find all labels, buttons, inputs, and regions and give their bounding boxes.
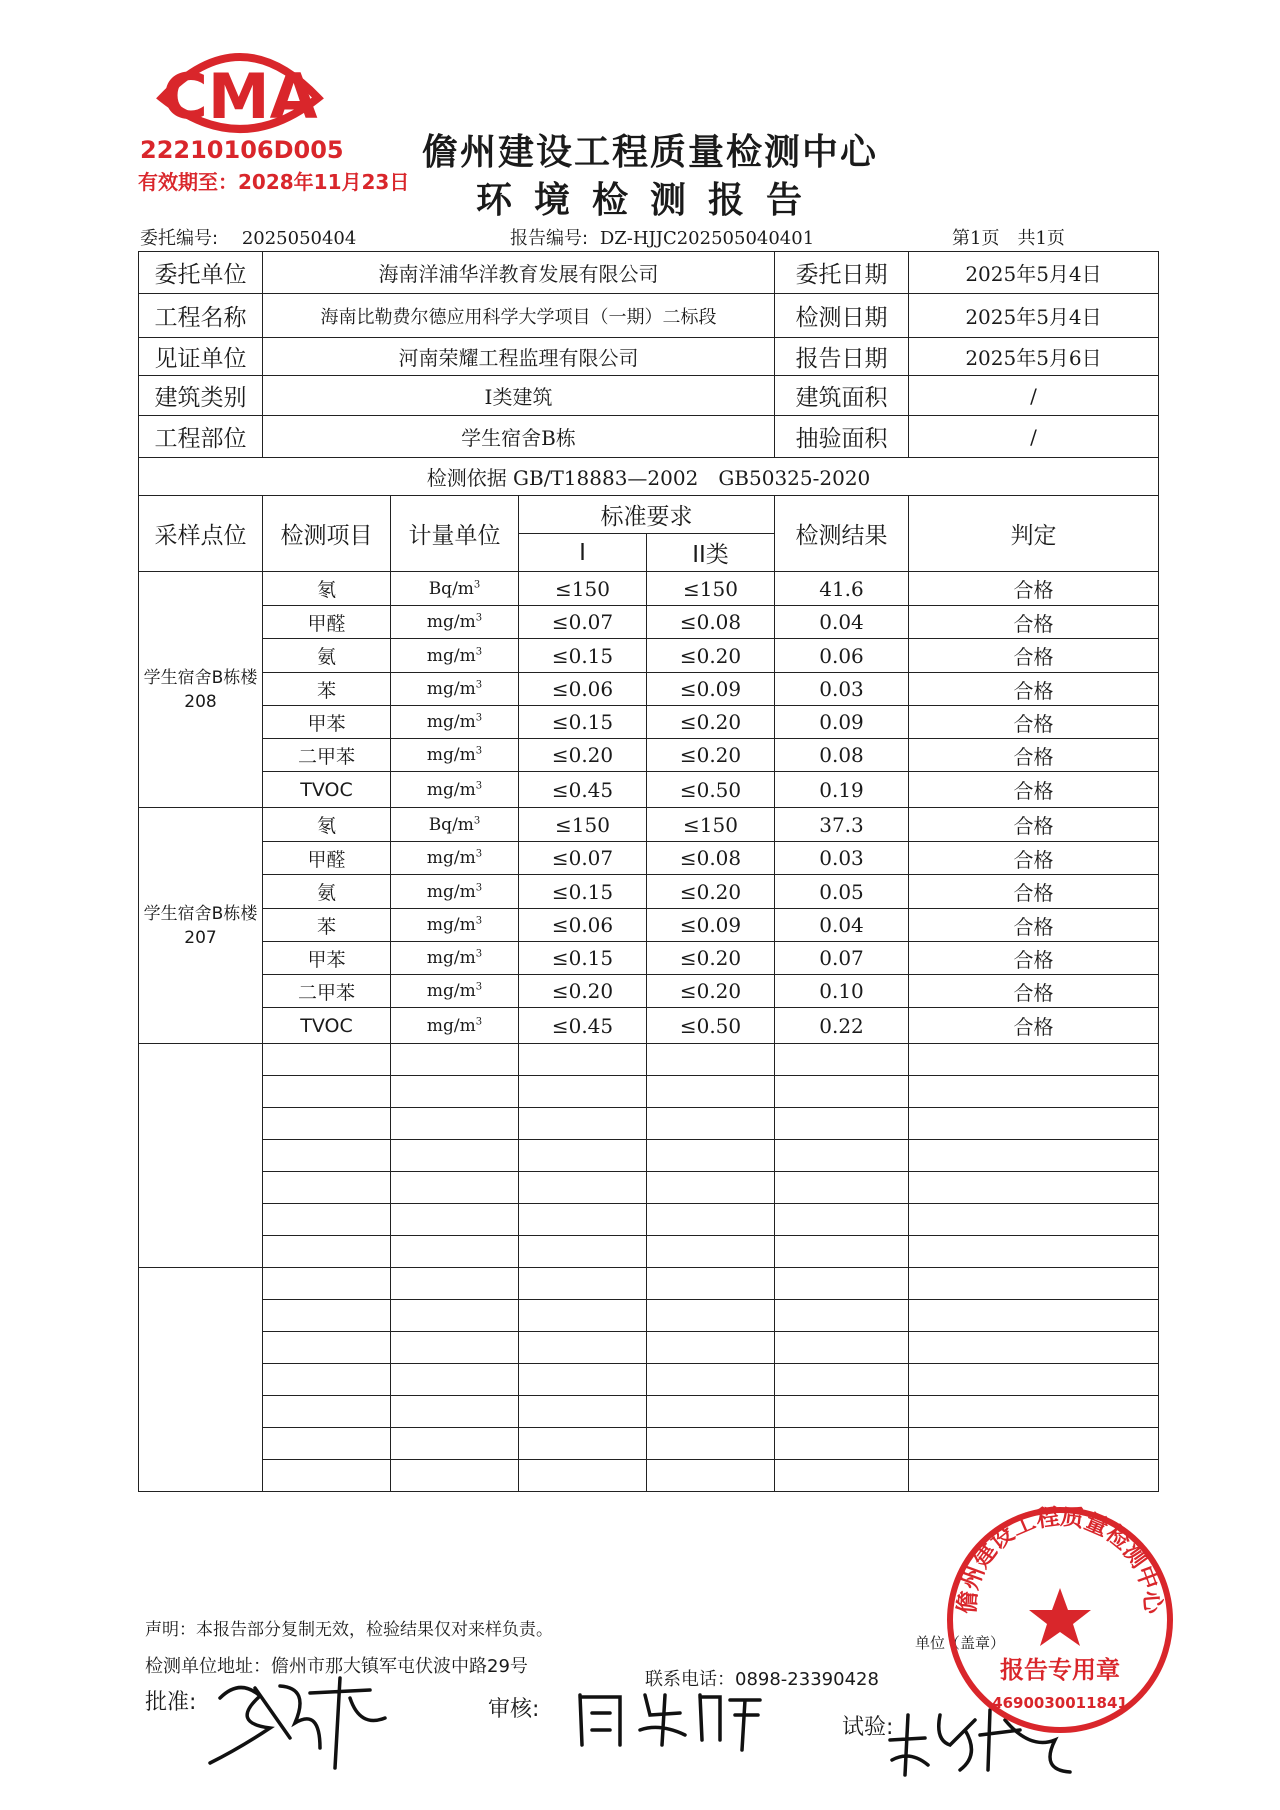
empty-cell — [263, 1204, 391, 1236]
std-i: ≤0.45 — [519, 1008, 647, 1044]
cma-logo-text: CMA — [162, 60, 318, 133]
unit-exponent: 3 — [475, 779, 483, 791]
empty-cell — [391, 1332, 519, 1364]
commission-date-value: 2025年5月4日 — [909, 252, 1159, 294]
empty-cell — [647, 1108, 775, 1140]
test-result: 0.04 — [775, 606, 909, 639]
empty-cell — [647, 1076, 775, 1108]
statement: 声明：本报告部分复制无效，检验结果仅对来样负责。 — [145, 1620, 553, 1640]
lab-phone: 联系电话：0898-23390428 — [645, 1669, 879, 1690]
empty-cell — [775, 1140, 909, 1172]
test-result: 41.6 — [775, 572, 909, 606]
test-item: TVOC — [263, 772, 391, 808]
empty-cell — [519, 1236, 647, 1268]
empty-cell — [647, 1140, 775, 1172]
judgement: 合格 — [909, 673, 1159, 706]
report-table — [138, 251, 1159, 1492]
table-row — [139, 606, 1159, 639]
table-row — [139, 772, 1159, 808]
sampling-site: 学生宿舍B栋楼208 — [139, 572, 263, 808]
std-ii: ≤0.20 — [647, 639, 775, 673]
test-result: 0.19 — [775, 772, 909, 808]
unit-base: mg/m — [426, 981, 476, 1001]
empty-cell — [909, 1300, 1159, 1332]
empty-row — [139, 1236, 1159, 1268]
empty-cell — [263, 1076, 391, 1108]
empty-cell — [647, 1044, 775, 1076]
std-i: ≤0.20 — [519, 739, 647, 772]
unit — [391, 909, 519, 942]
unit-base: Bq/m — [428, 578, 474, 599]
empty-row — [139, 1044, 1159, 1076]
reviewer-signature — [570, 1685, 770, 1755]
col-site: 采样点位 — [139, 496, 263, 572]
empty-cell — [391, 1204, 519, 1236]
empty-cell — [263, 1428, 391, 1460]
test-date-label: 检测日期 — [775, 294, 909, 338]
test-result: 0.05 — [775, 875, 909, 909]
std-ii: ≤0.20 — [647, 975, 775, 1008]
client-value: 海南洋浦华洋教育发展有限公司 — [263, 252, 775, 294]
test-item: 氡 — [263, 808, 391, 842]
test-item: 甲醛 — [263, 842, 391, 875]
unit-base: mg/m — [426, 645, 476, 666]
empty-cell — [775, 1044, 909, 1076]
col-judge: 判定 — [909, 496, 1159, 572]
category-label: 建筑类别 — [139, 376, 263, 416]
empty-cell — [775, 1396, 909, 1428]
empty-cell — [519, 1396, 647, 1428]
std-ii: ≤150 — [647, 572, 775, 606]
empty-cell — [519, 1332, 647, 1364]
commission-no-label: 委托编号: — [140, 228, 219, 249]
unit-exponent: 3 — [475, 881, 483, 893]
witness-label: 见证单位 — [139, 338, 263, 376]
unit-exponent: 3 — [475, 848, 483, 860]
std-ii: ≤0.20 — [647, 875, 775, 909]
table-row — [139, 875, 1159, 909]
empty-row — [139, 1332, 1159, 1364]
std-i: ≤0.06 — [519, 909, 647, 942]
table-row — [139, 975, 1159, 1008]
std-ii: ≤0.20 — [647, 739, 775, 772]
empty-cell — [263, 1364, 391, 1396]
commission-no-value: 2025050404 — [241, 228, 357, 249]
seal-purpose: 报告专用章 — [1000, 1656, 1120, 1684]
empty-cell — [391, 1140, 519, 1172]
test-item: 氡 — [263, 572, 391, 606]
unit-exponent: 3 — [475, 679, 483, 691]
judgement: 合格 — [909, 739, 1159, 772]
unit — [391, 975, 519, 1008]
judgement: 合格 — [909, 875, 1159, 909]
sample-area-value: / — [909, 416, 1159, 458]
unit-exponent: 3 — [475, 981, 483, 993]
test-result: 0.08 — [775, 739, 909, 772]
empty-cell — [519, 1428, 647, 1460]
judgement: 合格 — [909, 909, 1159, 942]
unit-exponent: 3 — [475, 645, 483, 657]
test-result: 0.03 — [775, 842, 909, 875]
unit-exponent: 3 — [475, 915, 483, 927]
std-i: ≤0.07 — [519, 606, 647, 639]
test-item: 甲苯 — [263, 706, 391, 739]
empty-row — [139, 1172, 1159, 1204]
empty-cell — [775, 1236, 909, 1268]
judgement: 合格 — [909, 606, 1159, 639]
empty-row — [139, 1364, 1159, 1396]
empty-cell — [519, 1364, 647, 1396]
judgement: 合格 — [909, 572, 1159, 606]
table-row — [139, 909, 1159, 942]
unit-exponent: 3 — [473, 578, 481, 590]
empty-cell — [909, 1076, 1159, 1108]
empty-cell — [775, 1108, 909, 1140]
test-item: 甲苯 — [263, 942, 391, 975]
unit — [391, 875, 519, 909]
test-result: 0.22 — [775, 1008, 909, 1044]
seal-note: 单位（盖章） — [915, 1634, 1006, 1652]
empty-cell — [909, 1268, 1159, 1300]
empty-cell — [391, 1428, 519, 1460]
empty-cell — [909, 1172, 1159, 1204]
unit-exponent: 3 — [475, 1015, 483, 1027]
empty-cell — [391, 1460, 519, 1492]
col-std-i: I — [519, 534, 647, 572]
approver-signature — [200, 1668, 390, 1778]
test-basis: 检测依据 GB/T18883—2002 GB50325-2020 — [139, 458, 1159, 496]
lab-address: 检测单位地址：儋州市那大镇军屯伏波中路29号 — [145, 1656, 528, 1677]
empty-cell — [647, 1364, 775, 1396]
unit — [391, 739, 519, 772]
seal-org-text: 儋州建设工程质量检测中心 — [954, 1504, 1166, 1615]
empty-cell — [775, 1332, 909, 1364]
empty-cell — [647, 1460, 775, 1492]
sampling-site: 学生宿舍B栋楼207 — [139, 808, 263, 1044]
empty-cell — [775, 1364, 909, 1396]
unit-base: mg/m — [426, 679, 476, 699]
unit-exponent: 3 — [475, 612, 483, 624]
unit-base: Bq/m — [428, 814, 474, 835]
report-date-label: 报告日期 — [775, 338, 909, 376]
org-title: 儋州建设工程质量检测中心 — [421, 131, 878, 173]
empty-cell — [775, 1460, 909, 1492]
commission-no — [140, 224, 356, 250]
std-i: ≤150 — [519, 572, 647, 606]
empty-row — [139, 1076, 1159, 1108]
test-item: 氨 — [263, 639, 391, 673]
empty-cell — [263, 1268, 391, 1300]
col-standard: 标准要求 — [519, 496, 775, 534]
table-row — [139, 639, 1159, 673]
empty-cell — [647, 1236, 775, 1268]
unit — [391, 942, 519, 975]
test-item: 苯 — [263, 909, 391, 942]
table-row — [139, 808, 1159, 842]
cma-code: 22210106D005 — [140, 136, 344, 164]
col-item: 检测项目 — [263, 496, 391, 572]
std-ii: ≤0.09 — [647, 673, 775, 706]
empty-cell — [263, 1396, 391, 1428]
empty-cell — [391, 1172, 519, 1204]
empty-cell — [391, 1364, 519, 1396]
empty-cell — [263, 1460, 391, 1492]
area-value: / — [909, 376, 1159, 416]
unit — [391, 639, 519, 673]
judgement: 合格 — [909, 975, 1159, 1008]
std-i: ≤0.15 — [519, 875, 647, 909]
empty-cell — [647, 1172, 775, 1204]
empty-cell — [263, 1332, 391, 1364]
empty-cell — [519, 1044, 647, 1076]
std-i: ≤0.06 — [519, 673, 647, 706]
empty-cell — [647, 1204, 775, 1236]
category-value: I类建筑 — [263, 376, 775, 416]
test-result: 0.06 — [775, 639, 909, 673]
test-result: 0.10 — [775, 975, 909, 1008]
std-i: ≤0.45 — [519, 772, 647, 808]
test-item: 二甲苯 — [263, 975, 391, 1008]
empty-cell — [391, 1300, 519, 1332]
empty-cell — [909, 1044, 1159, 1076]
seal-code: 4690030011841 — [992, 1694, 1128, 1712]
table-row — [139, 673, 1159, 706]
client-label: 委托单位 — [139, 252, 263, 294]
empty-cell — [263, 1300, 391, 1332]
sample-area-label: 抽验面积 — [775, 416, 909, 458]
empty-row — [139, 1396, 1159, 1428]
empty-cell — [519, 1140, 647, 1172]
witness-value: 河南荣耀工程监理有限公司 — [263, 338, 775, 376]
empty-cell — [775, 1076, 909, 1108]
empty-cell — [909, 1236, 1159, 1268]
std-i: ≤0.20 — [519, 975, 647, 1008]
unit — [391, 1008, 519, 1044]
empty-cell — [391, 1076, 519, 1108]
empty-row — [139, 1268, 1159, 1300]
empty-cell — [519, 1300, 647, 1332]
approve-label: 批准: — [145, 1690, 197, 1715]
empty-cell — [909, 1204, 1159, 1236]
cma-valid-until: 有效期至：2028年11月23日 — [138, 170, 410, 194]
col-result: 检测结果 — [775, 496, 909, 572]
empty-cell — [519, 1108, 647, 1140]
judgement: 合格 — [909, 808, 1159, 842]
empty-cell — [519, 1268, 647, 1300]
unit-base: mg/m — [426, 848, 476, 868]
seal-stamp — [940, 1500, 1180, 1740]
std-i: ≤0.15 — [519, 942, 647, 975]
judgement: 合格 — [909, 639, 1159, 673]
empty-row — [139, 1204, 1159, 1236]
unit — [391, 808, 519, 842]
empty-cell — [909, 1364, 1159, 1396]
empty-cell — [775, 1172, 909, 1204]
empty-cell — [909, 1108, 1159, 1140]
empty-row — [139, 1428, 1159, 1460]
std-i: ≤0.15 — [519, 706, 647, 739]
unit-base: mg/m — [426, 712, 476, 732]
test-result: 0.07 — [775, 942, 909, 975]
area-label: 建筑面积 — [775, 376, 909, 416]
test-result: 0.09 — [775, 706, 909, 739]
empty-cell — [519, 1460, 647, 1492]
empty-cell — [519, 1172, 647, 1204]
empty-cell — [647, 1268, 775, 1300]
std-ii: ≤0.50 — [647, 772, 775, 808]
empty-cell — [647, 1332, 775, 1364]
unit-base: mg/m — [426, 881, 476, 902]
unit-exponent: 3 — [475, 948, 483, 960]
report-no-label: 报告编号: — [510, 228, 589, 249]
unit-base: mg/m — [426, 1015, 476, 1036]
std-i: ≤150 — [519, 808, 647, 842]
report-no — [510, 224, 814, 250]
std-ii: ≤0.09 — [647, 909, 775, 942]
judgement: 合格 — [909, 772, 1159, 808]
empty-cell — [647, 1428, 775, 1460]
empty-cell — [775, 1300, 909, 1332]
review-label: 审核: — [488, 1697, 540, 1722]
unit — [391, 673, 519, 706]
judgement: 合格 — [909, 842, 1159, 875]
judgement: 合格 — [909, 1008, 1159, 1044]
unit-base: mg/m — [426, 779, 476, 800]
test-item: 二甲苯 — [263, 739, 391, 772]
col-std-ii: II类 — [647, 534, 775, 572]
empty-cell — [391, 1268, 519, 1300]
test-date-value: 2025年5月4日 — [909, 294, 1159, 338]
table-row — [139, 739, 1159, 772]
report-no-value: DZ-HJJC202505040401 — [599, 228, 815, 249]
empty-cell — [263, 1044, 391, 1076]
test-item: 甲醛 — [263, 606, 391, 639]
page-info: 第1页 共1页 — [952, 228, 1065, 249]
unit — [391, 706, 519, 739]
empty-cell — [391, 1044, 519, 1076]
report-date-value: 2025年5月6日 — [909, 338, 1159, 376]
std-i: ≤0.07 — [519, 842, 647, 875]
empty-row — [139, 1140, 1159, 1172]
unit-base: mg/m — [426, 915, 476, 935]
std-ii: ≤150 — [647, 808, 775, 842]
empty-cell — [263, 1108, 391, 1140]
report-title: 环境检测报告 — [475, 179, 824, 221]
unit-exponent: 3 — [475, 712, 483, 724]
commission-date-label: 委托日期 — [775, 252, 909, 294]
test-label: 试验: — [842, 1715, 894, 1740]
test-result: 37.3 — [775, 808, 909, 842]
std-ii: ≤0.08 — [647, 842, 775, 875]
empty-cell — [909, 1140, 1159, 1172]
judgement: 合格 — [909, 942, 1159, 975]
empty-cell — [263, 1172, 391, 1204]
empty-cell — [909, 1332, 1159, 1364]
table-row — [139, 842, 1159, 875]
empty-cell — [391, 1396, 519, 1428]
table-row — [139, 706, 1159, 739]
table-row — [139, 1008, 1159, 1044]
col-unit: 计量单位 — [391, 496, 519, 572]
empty-cell — [909, 1460, 1159, 1492]
empty-cell — [775, 1204, 909, 1236]
judgement: 合格 — [909, 706, 1159, 739]
empty-cell — [263, 1236, 391, 1268]
empty-cell — [263, 1140, 391, 1172]
empty-cell — [775, 1428, 909, 1460]
empty-cell — [519, 1204, 647, 1236]
unit — [391, 842, 519, 875]
empty-row — [139, 1108, 1159, 1140]
std-ii: ≤0.50 — [647, 1008, 775, 1044]
unit-exponent: 3 — [473, 814, 481, 826]
std-ii: ≤0.20 — [647, 942, 775, 975]
unit-base: mg/m — [426, 948, 476, 968]
unit — [391, 572, 519, 606]
unit-base: mg/m — [426, 612, 476, 632]
table-row — [139, 572, 1159, 606]
part-label: 工程部位 — [139, 416, 263, 458]
empty-cell — [909, 1428, 1159, 1460]
empty-cell — [519, 1076, 647, 1108]
empty-cell — [909, 1396, 1159, 1428]
empty-site-cell — [139, 1044, 263, 1268]
test-item: 苯 — [263, 673, 391, 706]
unit — [391, 606, 519, 639]
test-result: 0.03 — [775, 673, 909, 706]
std-i: ≤0.15 — [519, 639, 647, 673]
empty-cell — [775, 1268, 909, 1300]
empty-cell — [391, 1108, 519, 1140]
project-value: 海南比勒费尔德应用科学大学项目（一期）二标段 — [263, 294, 775, 338]
empty-cell — [391, 1236, 519, 1268]
empty-cell — [647, 1396, 775, 1428]
test-item: TVOC — [263, 1008, 391, 1044]
project-label: 工程名称 — [139, 294, 263, 338]
unit-base: mg/m — [426, 745, 476, 765]
table-row — [139, 942, 1159, 975]
empty-cell — [647, 1300, 775, 1332]
empty-row — [139, 1300, 1159, 1332]
std-ii: ≤0.08 — [647, 606, 775, 639]
unit — [391, 772, 519, 808]
empty-site-cell — [139, 1268, 263, 1492]
part-value: 学生宿舍B栋 — [263, 416, 775, 458]
test-result: 0.04 — [775, 909, 909, 942]
test-item: 氨 — [263, 875, 391, 909]
std-ii: ≤0.20 — [647, 706, 775, 739]
empty-row — [139, 1460, 1159, 1492]
unit-exponent: 3 — [475, 745, 483, 757]
